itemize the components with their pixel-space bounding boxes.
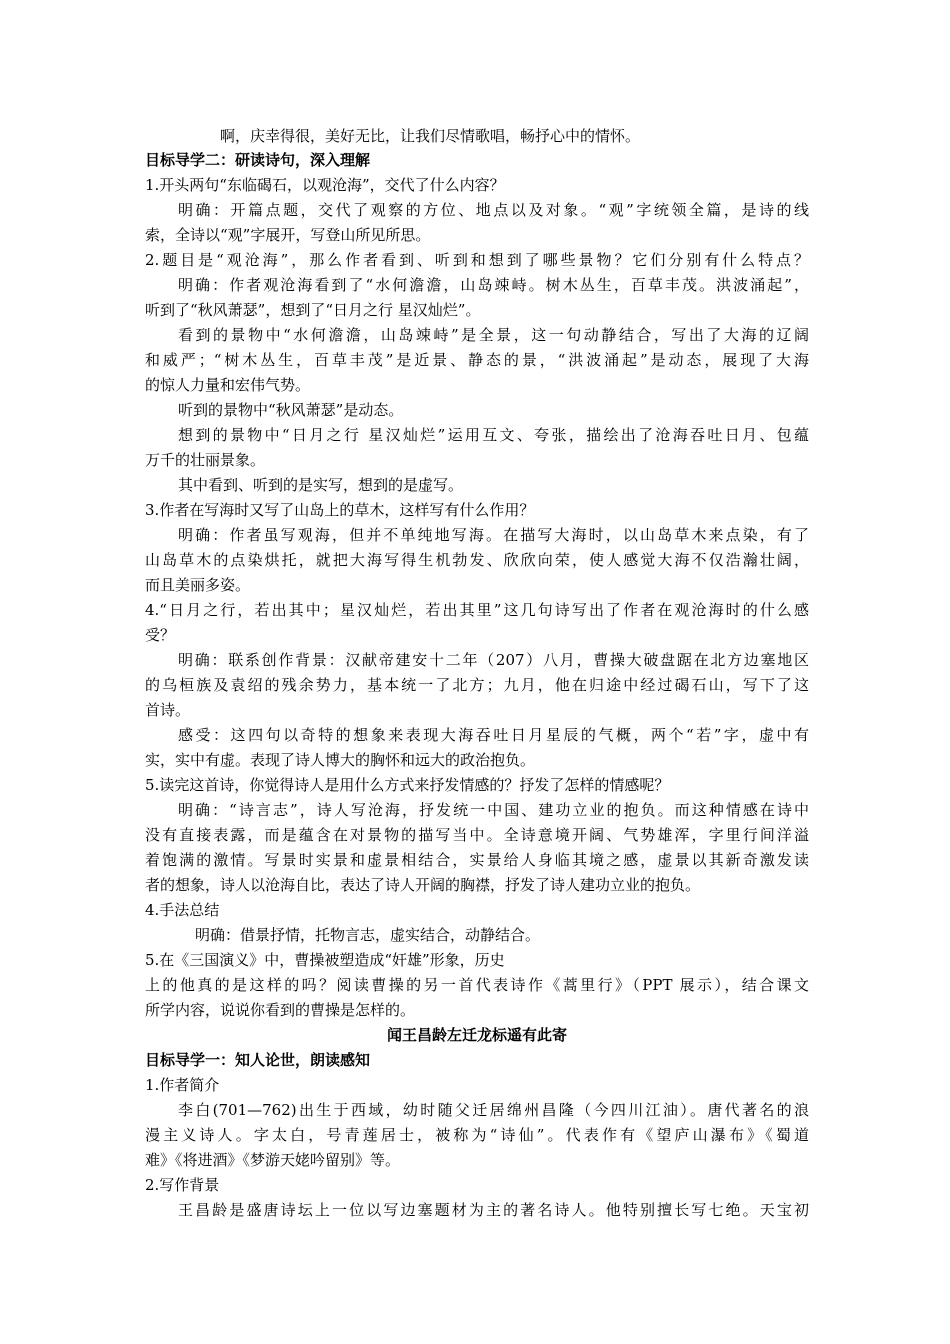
text-line: 实，实中有虚。表现了诗人博大的胸怀和远大的政治抱负。	[145, 751, 536, 769]
text-line: 首诗。	[145, 701, 191, 719]
text-line: 想到的景物中“日月之行 星汉灿烂”运用互文、夸张，描绘出了沧海吞吐日月、包蕴	[178, 426, 809, 444]
question: 1.开头两句“东临碣石，以观沧海”，交代了什么内容？	[145, 176, 505, 194]
text-line: 李白(701—762)出生于西域，幼时随父迁居绵州昌隆（今四川江油）。唐代著名的浪	[178, 1101, 809, 1119]
text-line: 漫主义诗人。字太白，号青莲居士，被称为“诗仙”。代表作有《望庐山瀑布》《蜀道	[145, 1126, 809, 1144]
text-line: 啊，庆幸得很，美好无比，让我们尽情歌唱，畅抒心中的情怀。	[220, 127, 641, 145]
text-line: 听到的景物中“秋风萧瑟”是动态。	[178, 401, 404, 419]
text-line: 明确：作者观沧海看到了“水何澹澹，山岛竦峙。树木丛生，百草丰茂。洪波涌起”，	[178, 276, 809, 294]
poem-title: 闻王昌龄左迁龙标遥有此寄	[386, 1026, 567, 1044]
text-line: 明确：联系创作背景：汉献帝建安十二年（207）八月，曹操大破盘踞在北方边塞地区	[178, 651, 809, 669]
question: 4.手法总结	[145, 901, 220, 919]
text-line: 的乌桓族及袁绍的残余势力，基本统一了北方；九月，他在归途中经过碣石山，写下了这	[145, 676, 809, 694]
text-line: 山岛草木的点染烘托，就把大海写得生机勃发、欣欣向荣，使人感觉大海不仅浩瀚壮阔，	[145, 551, 809, 569]
text-line: 所学内容，说说你看到的曹操是怎样的。	[145, 1001, 416, 1019]
text-line: 万千的壮丽景象。	[145, 451, 266, 469]
text-line: 索，全诗以“观”字展开，写登山所见所思。	[145, 226, 431, 244]
text-line: 没有直接表露，而是蕴含在对景物的描写当中。全诗意境开阔、气势雄浑，字里行间洋溢	[145, 826, 809, 844]
text-line: 明确：作者虽写观海，但并不单纯地写海。在描写大海时，以山岛草木来点染，有了	[178, 526, 809, 544]
question: 2.题目是“观沧海”，那么作者看到、听到和想到了哪些景物？它们分别有什么特点？	[145, 251, 809, 269]
subheading: 1.作者简介	[145, 1076, 220, 1094]
question: 3.作者在写海时又写了山岛上的草木，这样写有什么作用？	[145, 501, 535, 519]
question: 5.读完这首诗，你觉得诗人是用什么方式来抒发情感的？抒发了怎样的情感呢？	[145, 776, 670, 794]
text-line: 感受：这四句以奇特的想象来表现大海吞吐日月星辰的气概，两个“若”字，虚中有	[178, 726, 809, 744]
text-line: 着饱满的激情。写景时实景和虚景相结合，实景给人身临其境之感，虚景以其新奇激发读	[145, 851, 809, 869]
question: 5.在《三国演义》中，曹操被塑造成“奸雄”形象，历史	[145, 951, 505, 969]
text-line: 难》《将进酒》《梦游天姥吟留别》等。	[145, 1151, 401, 1169]
text-line: 受？	[145, 626, 176, 644]
text-line: 看到的景物中“水何澹澹，山岛竦峙”是全景，这一句动静结合，写出了大海的辽阔	[178, 326, 809, 344]
subheading: 2.写作背景	[145, 1176, 220, 1194]
text-line: 王昌龄是盛唐诗坛上一位以写边塞题材为主的著名诗人。他特别擅长写七绝。天宝初	[178, 1201, 809, 1219]
text-line: 其中看到、听到的是实写，想到的是虚写。	[178, 476, 464, 494]
text-line: 明确：“诗言志”，诗人写沧海，抒发统一中国、建功立业的抱负。而这种情感在诗中	[178, 801, 809, 819]
text-line: 而且美丽多姿。	[145, 576, 251, 594]
text-line: 和威严；“树木丛生，百草丰茂”是近景、静态的景，“洪波涌起”是动态，展现了大海	[145, 351, 809, 369]
text-line: 上的他真的是这样的吗？阅读曹操的另一首代表诗作《蒿里行》（PPT 展示），结合课文	[145, 976, 809, 994]
text-line: 者的想象，诗人以沧海自比，表达了诗人开阔的胸襟，抒发了诗人建功立业的抱负。	[145, 876, 701, 894]
text-line: 听到了“秋风萧瑟”，想到了“日月之行 星汉灿烂”。	[145, 301, 481, 319]
section-heading: 目标导学二：研读诗句，深入理解	[145, 151, 371, 169]
text-line: 明确：开篇点题，交代了观察的方位、地点以及对象。“观”字统领全篇，是诗的线	[178, 201, 809, 219]
question: 4.“日月之行，若出其中；星汉灿烂，若出其里”这几句诗写出了作者在观沧海时的什么感	[145, 601, 809, 619]
text-line: 的惊人力量和宏伟气势。	[145, 376, 311, 394]
section-heading: 目标导学一：知人论世，朗读感知	[145, 1051, 371, 1069]
text-line: 明确：借景抒情，托物言志，虚实结合，动静结合。	[195, 926, 541, 944]
